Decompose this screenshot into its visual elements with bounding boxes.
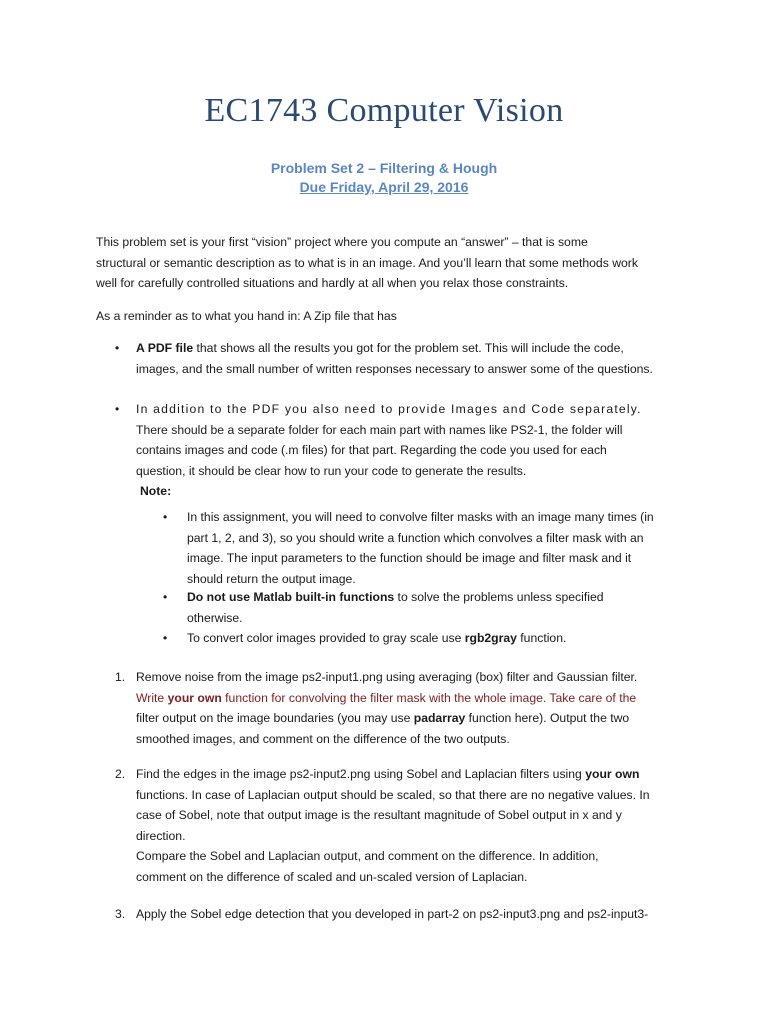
bullet-text: images, and the small number of written responses necessary to answer some of the questions. (136, 361, 653, 376)
bullet-icon: • (163, 590, 168, 604)
note-text: In this assignment, you will need to convolve filter masks with an image many times (in (187, 510, 654, 524)
note-text: should return the output image. (187, 571, 356, 586)
bullet-text: contains images and code (.m files) for that part. Regarding the code you used for each (136, 443, 607, 457)
note-text: image. The input parameters to the function should be image and filter mask and it (187, 551, 632, 565)
bullet-text: There should be a separate folder for each main part with names like PS2-1, the folder will (136, 422, 623, 437)
note-text: part 1, 2, and 3), so you should write a function which convolves a filter mask with an (187, 530, 644, 545)
question-text: case of Sobel, note that output image is the resultant magnitude of Sobel output in x and y (136, 808, 622, 822)
note-text: To convert color images provided to gray scale use (187, 631, 465, 645)
bullet-icon: • (163, 510, 168, 524)
note-text: otherwise. (187, 610, 243, 625)
question-text: Apply the Sobel edge detection that you developed in part-2 on ps2-input3.png and ps2-input3- (136, 907, 649, 921)
intro-line: This problem set is your first “vision” project where you compute an “answer” – that is some (96, 235, 588, 249)
question-text: function here). Output the two (465, 711, 630, 725)
question-text: comment on the difference of scaled and un-scaled version of Laplacian. (136, 869, 528, 884)
question-text: smoothed images, and comment on the difference of the two outputs. (136, 731, 510, 746)
question-text: filter output on the image boundaries (you may use (136, 711, 414, 725)
bullet-icon: • (163, 631, 168, 645)
note-bold-text: Do not use Matlab built-in functions (187, 590, 395, 604)
question-text: Compare the Sobel and Laplacian output, and comment on the difference. In addition, (136, 849, 599, 863)
question-number: 3. (115, 907, 126, 921)
question-number: 2. (115, 767, 126, 781)
question-text: Remove noise from the image ps2-input1.png using averaging (box) filter and Gaussian filter. (136, 670, 638, 684)
question-text: direction. (136, 828, 186, 843)
intro-line: well for carefully controlled situations and hardly at all when you relax those constraints. (96, 276, 569, 290)
note-bold-text: rgb2gray (464, 631, 517, 645)
bullet-bold-text: A PDF file (136, 341, 194, 355)
bullet-icon: • (115, 402, 120, 416)
question-text: function for convolving the filter mask with the whole image. Take care of the (221, 690, 637, 705)
question-number: 1. (115, 670, 126, 684)
question-bold-text: padarray (413, 711, 466, 725)
problem-set-subtitle: Problem Set 2 – Filtering & Hough (270, 160, 498, 176)
document-title: EC1743 Computer Vision (204, 92, 564, 129)
note-label: Note: (140, 484, 172, 498)
note-text: to solve the problems unless specified (394, 590, 604, 604)
question-bold-text: your own (585, 767, 640, 781)
bullet-text: In addition to the PDF you also need to provide Images and Code separately. (136, 402, 642, 416)
reminder-text: As a reminder as to what you hand in: A Zip file that has (96, 309, 397, 323)
question-text: functions. In case of Laplacian output should be scaled, so that there are no negative values. In (136, 787, 650, 802)
due-date: Due Friday, April 29, 2016 (299, 179, 469, 195)
intro-line: structural or semantic description as to what is in an image. And you’ll learn that some methods work (96, 255, 638, 270)
note-text: function. (516, 631, 567, 645)
bullet-text: question, it should be clear how to run your code to generate the results. (136, 463, 527, 478)
intro-paragraph (96, 232, 686, 294)
bullet-text: that shows all the results you got for the problem set. This will include the code, (193, 341, 624, 355)
question-bold-text: your own (167, 690, 222, 705)
bullet-icon: • (115, 341, 120, 355)
question-text: Find the edges in the image ps2-input2.png using Sobel and Laplacian filters using (136, 767, 586, 781)
question-text: Write (136, 690, 168, 705)
